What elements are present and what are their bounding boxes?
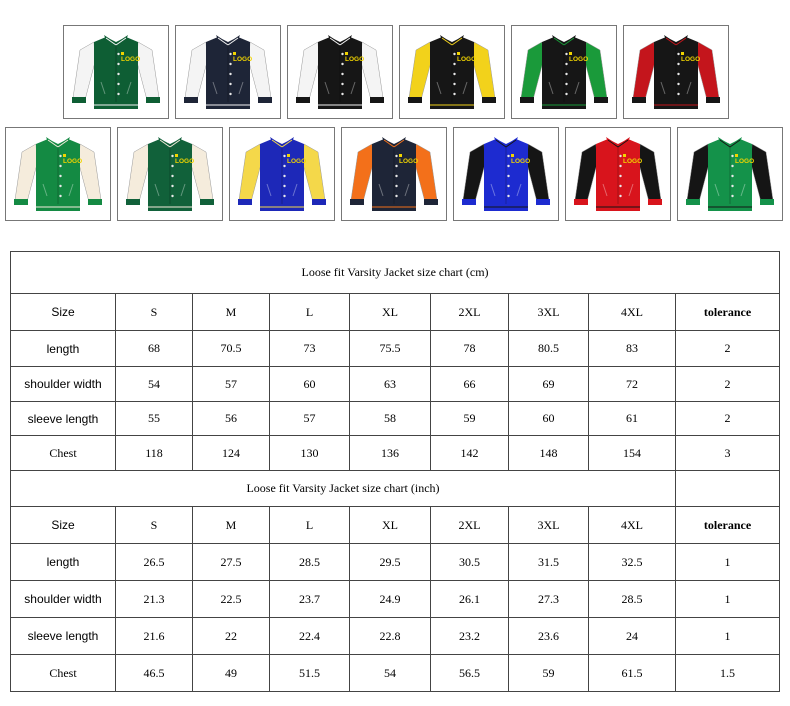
snap-button xyxy=(565,63,567,65)
jacket-right-sleeve xyxy=(303,144,325,202)
measure-label: sleeve length xyxy=(11,618,116,655)
value-cell: 61.5 xyxy=(589,655,676,692)
logo-text: LOGO xyxy=(345,56,365,63)
jacket-right-cuff xyxy=(312,199,326,205)
logo-mark xyxy=(681,52,684,55)
value-cell: 29.5 xyxy=(350,544,431,581)
jacket-thumb[interactable] xyxy=(565,127,671,221)
logo-mark xyxy=(63,154,66,157)
value-cell: 66 xyxy=(431,367,509,402)
measure-label: Chest xyxy=(11,436,116,471)
snap-button xyxy=(731,175,733,177)
jacket-thumb[interactable] xyxy=(511,25,617,119)
snap-button xyxy=(677,73,679,75)
jacket-right-cuff xyxy=(482,97,496,103)
logo-text: LOGO xyxy=(457,56,477,63)
snap-button xyxy=(507,185,509,187)
value-cell: 60 xyxy=(270,367,350,402)
size-header-cell: S xyxy=(116,294,193,331)
snap-button xyxy=(341,53,343,55)
measure-label: shoulder width xyxy=(11,367,116,402)
jacket-right-sleeve xyxy=(697,42,719,100)
value-cell: 83 xyxy=(589,331,676,367)
jacket-left-sleeve xyxy=(463,144,485,202)
value-cell: 22.5 xyxy=(193,581,270,618)
value-cell: 28.5 xyxy=(270,544,350,581)
logo-mark xyxy=(569,52,572,55)
value-cell: 124 xyxy=(193,436,270,471)
logo-mark xyxy=(233,52,236,55)
snap-button xyxy=(395,185,397,187)
snap-button xyxy=(565,53,567,55)
jacket-thumb[interactable] xyxy=(399,25,505,119)
logo-text: LOGO xyxy=(569,56,589,63)
snap-button xyxy=(171,165,173,167)
logo-text: LOGO xyxy=(63,158,83,165)
jacket-right-sleeve xyxy=(751,144,773,202)
value-cell: 28.5 xyxy=(589,581,676,618)
value-cell: 78 xyxy=(431,331,509,367)
snap-button xyxy=(341,73,343,75)
jacket-right-cuff xyxy=(594,97,608,103)
logo-text: LOGO xyxy=(735,158,755,165)
snap-button xyxy=(341,63,343,65)
logo-text: LOGO xyxy=(175,158,195,165)
cm-title-row xyxy=(11,252,780,294)
tolerance-cell: 3 xyxy=(676,436,780,471)
jacket-image xyxy=(678,128,782,220)
jacket-right-cuff xyxy=(760,199,774,205)
measure-label: shoulder width xyxy=(11,581,116,618)
value-cell: 23.6 xyxy=(509,618,589,655)
size-header-cell: M xyxy=(193,294,270,331)
jacket-thumb[interactable] xyxy=(5,127,111,221)
value-cell: 32.5 xyxy=(589,544,676,581)
jacket-image xyxy=(566,128,670,220)
size-header-cell: 4XL xyxy=(589,507,676,544)
jacket-image xyxy=(6,128,110,220)
snap-button xyxy=(171,195,173,197)
jacket-right-cuff xyxy=(200,199,214,205)
jacket-right-sleeve xyxy=(415,144,437,202)
jacket-right-sleeve xyxy=(473,42,495,100)
value-cell: 46.5 xyxy=(116,655,193,692)
value-cell: 57 xyxy=(270,402,350,436)
jacket-right-sleeve xyxy=(79,144,101,202)
jacket-right-cuff xyxy=(706,97,720,103)
value-cell: 23.7 xyxy=(270,581,350,618)
size-header-label: Size xyxy=(11,507,116,544)
jacket-right-sleeve xyxy=(639,144,661,202)
snap-button xyxy=(453,53,455,55)
snap-button xyxy=(229,63,231,65)
snap-button xyxy=(117,53,119,55)
cm-row-sleeve xyxy=(11,402,780,436)
size-header-label: Size xyxy=(11,294,116,331)
value-cell: 136 xyxy=(350,436,431,471)
snap-button xyxy=(507,175,509,177)
value-cell: 54 xyxy=(350,655,431,692)
tolerance-cell: 2 xyxy=(676,402,780,436)
snap-button xyxy=(507,165,509,167)
jacket-thumb[interactable] xyxy=(677,127,783,221)
size-header-cell: 4XL xyxy=(589,294,676,331)
snap-button xyxy=(395,195,397,197)
snap-button xyxy=(565,73,567,75)
size-chart-table xyxy=(10,251,780,692)
jacket-left-cuff xyxy=(184,97,198,103)
value-cell: 59 xyxy=(431,402,509,436)
size-header-cell: 2XL xyxy=(431,294,509,331)
jacket-row-1 xyxy=(0,25,790,125)
value-cell: 22.4 xyxy=(270,618,350,655)
snap-button xyxy=(117,83,119,85)
snap-button xyxy=(117,63,119,65)
snap-button xyxy=(59,175,61,177)
logo-text: LOGO xyxy=(511,158,531,165)
jacket-thumb[interactable] xyxy=(229,127,335,221)
snap-button xyxy=(507,195,509,197)
value-cell: 61 xyxy=(589,402,676,436)
jacket-image xyxy=(288,26,392,118)
jacket-left-cuff xyxy=(632,97,646,103)
tolerance-cell: 1.5 xyxy=(676,655,780,692)
jacket-image xyxy=(454,128,558,220)
inch-chart-title: Loose fit Varsity Jacket size chart (inch) xyxy=(11,471,676,507)
snap-button xyxy=(507,155,509,157)
snap-button xyxy=(283,185,285,187)
jacket-image xyxy=(400,26,504,118)
snap-button xyxy=(283,155,285,157)
snap-button xyxy=(171,155,173,157)
jacket-left-sleeve xyxy=(297,42,319,100)
snap-button xyxy=(283,175,285,177)
logo-mark xyxy=(735,154,738,157)
value-cell: 56 xyxy=(193,402,270,436)
snap-button xyxy=(59,165,61,167)
value-cell: 24 xyxy=(589,618,676,655)
logo-mark xyxy=(121,52,124,55)
value-cell: 59 xyxy=(509,655,589,692)
size-header-cell: L xyxy=(270,507,350,544)
inch-row-chest xyxy=(11,655,780,692)
snap-button xyxy=(341,83,343,85)
jacket-thumb[interactable] xyxy=(175,25,281,119)
jacket-image xyxy=(512,26,616,118)
logo-text: LOGO xyxy=(233,56,253,63)
measure-label: length xyxy=(11,331,116,367)
value-cell: 57 xyxy=(193,367,270,402)
value-cell: 51.5 xyxy=(270,655,350,692)
value-cell: 58 xyxy=(350,402,431,436)
jacket-left-sleeve xyxy=(351,144,373,202)
snap-button xyxy=(677,93,679,95)
value-cell: 118 xyxy=(116,436,193,471)
jacket-thumb[interactable] xyxy=(287,25,393,119)
value-cell: 130 xyxy=(270,436,350,471)
jacket-left-sleeve xyxy=(127,144,149,202)
cm-chart-title: Loose fit Varsity Jacket size chart (cm) xyxy=(11,252,780,294)
snap-button xyxy=(229,83,231,85)
size-header-cell: 3XL xyxy=(509,507,589,544)
snap-button xyxy=(731,155,733,157)
snap-button xyxy=(619,165,621,167)
tolerance-header: tolerance xyxy=(676,507,780,544)
logo-text: LOGO xyxy=(121,56,141,63)
snap-button xyxy=(229,53,231,55)
tolerance-cell: 1 xyxy=(676,618,780,655)
snap-button xyxy=(565,83,567,85)
snap-button xyxy=(171,175,173,177)
snap-button xyxy=(341,93,343,95)
snap-button xyxy=(565,93,567,95)
value-cell: 22.8 xyxy=(350,618,431,655)
jacket-right-sleeve xyxy=(585,42,607,100)
jacket-right-sleeve xyxy=(191,144,213,202)
jacket-right-sleeve xyxy=(137,42,159,100)
jacket-left-cuff xyxy=(520,97,534,103)
snap-button xyxy=(59,195,61,197)
snap-button xyxy=(731,195,733,197)
snap-button xyxy=(677,63,679,65)
jacket-right-sleeve xyxy=(361,42,383,100)
jacket-left-cuff xyxy=(238,199,252,205)
jacket-left-cuff xyxy=(72,97,86,103)
snap-button xyxy=(453,63,455,65)
jacket-thumb[interactable] xyxy=(117,127,223,221)
jacket-right-cuff xyxy=(536,199,550,205)
jacket-right-sleeve xyxy=(527,144,549,202)
jacket-row-2 xyxy=(0,127,790,227)
value-cell: 31.5 xyxy=(509,544,589,581)
snap-button xyxy=(453,83,455,85)
size-header-cell: XL xyxy=(350,294,431,331)
value-cell: 69 xyxy=(509,367,589,402)
value-cell: 24.9 xyxy=(350,581,431,618)
measure-label: Chest xyxy=(11,655,116,692)
value-cell: 142 xyxy=(431,436,509,471)
jacket-thumb[interactable] xyxy=(63,25,169,119)
logo-mark xyxy=(345,52,348,55)
jacket-left-cuff xyxy=(126,199,140,205)
size-header-cell: 2XL xyxy=(431,507,509,544)
snap-button xyxy=(453,93,455,95)
jacket-image xyxy=(624,26,728,118)
jacket-right-sleeve xyxy=(249,42,271,100)
tolerance-cell: 1 xyxy=(676,581,780,618)
jacket-right-cuff xyxy=(146,97,160,103)
snap-button xyxy=(395,155,397,157)
jacket-image xyxy=(230,128,334,220)
value-cell: 73 xyxy=(270,331,350,367)
logo-text: LOGO xyxy=(287,158,307,165)
jacket-left-sleeve xyxy=(15,144,37,202)
value-cell: 75.5 xyxy=(350,331,431,367)
jacket-thumb[interactable] xyxy=(623,25,729,119)
snap-button xyxy=(619,185,621,187)
jacket-left-sleeve xyxy=(575,144,597,202)
jacket-left-sleeve xyxy=(73,42,95,100)
jacket-right-cuff xyxy=(424,199,438,205)
tolerance-header: tolerance xyxy=(676,294,780,331)
jacket-right-cuff xyxy=(370,97,384,103)
snap-button xyxy=(395,165,397,167)
size-header-cell: M xyxy=(193,507,270,544)
jacket-left-sleeve xyxy=(633,42,655,100)
jacket-left-cuff xyxy=(350,199,364,205)
jacket-left-cuff xyxy=(408,97,422,103)
jacket-left-cuff xyxy=(686,199,700,205)
snap-button xyxy=(59,155,61,157)
snap-button xyxy=(619,175,621,177)
measure-label: length xyxy=(11,544,116,581)
jacket-left-sleeve xyxy=(687,144,709,202)
jacket-left-sleeve xyxy=(521,42,543,100)
jacket-left-sleeve xyxy=(185,42,207,100)
snap-button xyxy=(171,185,173,187)
snap-button xyxy=(229,93,231,95)
value-cell: 63 xyxy=(350,367,431,402)
value-cell: 23.2 xyxy=(431,618,509,655)
snap-button xyxy=(731,185,733,187)
logo-mark xyxy=(511,154,514,157)
jacket-left-cuff xyxy=(574,199,588,205)
snap-button xyxy=(453,73,455,75)
snap-button xyxy=(619,155,621,157)
snap-button xyxy=(283,165,285,167)
value-cell: 148 xyxy=(509,436,589,471)
snap-button xyxy=(677,53,679,55)
jacket-image xyxy=(342,128,446,220)
logo-mark xyxy=(175,154,178,157)
cm-row-chest xyxy=(11,436,780,471)
jacket-thumb[interactable] xyxy=(453,127,559,221)
value-cell: 21.6 xyxy=(116,618,193,655)
inch-row-shoulder xyxy=(11,581,780,618)
logo-mark xyxy=(623,154,626,157)
value-cell: 27.5 xyxy=(193,544,270,581)
value-cell: 26.1 xyxy=(431,581,509,618)
jacket-image xyxy=(176,26,280,118)
logo-text: LOGO xyxy=(681,56,701,63)
snap-button xyxy=(59,185,61,187)
tolerance-cell: 1 xyxy=(676,544,780,581)
value-cell: 70.5 xyxy=(193,331,270,367)
value-cell: 80.5 xyxy=(509,331,589,367)
snap-button xyxy=(117,73,119,75)
snap-button xyxy=(731,165,733,167)
snap-button xyxy=(395,175,397,177)
jacket-left-cuff xyxy=(14,199,28,205)
value-cell: 27.3 xyxy=(509,581,589,618)
snap-button xyxy=(619,195,621,197)
value-cell: 56.5 xyxy=(431,655,509,692)
cm-row-shoulder xyxy=(11,367,780,402)
snap-button xyxy=(229,73,231,75)
logo-mark xyxy=(457,52,460,55)
jacket-image xyxy=(118,128,222,220)
logo-mark xyxy=(287,154,290,157)
inch-row-sleeve xyxy=(11,618,780,655)
logo-text: LOGO xyxy=(399,158,419,165)
snap-button xyxy=(283,195,285,197)
value-cell: 54 xyxy=(116,367,193,402)
inch-header-row xyxy=(11,507,780,544)
snap-button xyxy=(117,93,119,95)
jacket-thumb[interactable] xyxy=(341,127,447,221)
value-cell: 72 xyxy=(589,367,676,402)
jacket-left-sleeve xyxy=(239,144,261,202)
logo-mark xyxy=(399,154,402,157)
jacket-left-sleeve xyxy=(409,42,431,100)
logo-text: LOGO xyxy=(623,158,643,165)
jacket-image xyxy=(64,26,168,118)
jacket-left-cuff xyxy=(462,199,476,205)
tolerance-cell: 2 xyxy=(676,331,780,367)
value-cell: 49 xyxy=(193,655,270,692)
inch-title-row xyxy=(11,471,780,507)
cm-header-row xyxy=(11,294,780,331)
size-header-cell: S xyxy=(116,507,193,544)
value-cell: 60 xyxy=(509,402,589,436)
value-cell: 22 xyxy=(193,618,270,655)
jacket-right-cuff xyxy=(258,97,272,103)
size-header-cell: L xyxy=(270,294,350,331)
cm-row-length xyxy=(11,331,780,367)
measure-label: sleeve length xyxy=(11,402,116,436)
size-header-cell: XL xyxy=(350,507,431,544)
size-header-cell: 3XL xyxy=(509,294,589,331)
tolerance-cell: 2 xyxy=(676,367,780,402)
value-cell: 26.5 xyxy=(116,544,193,581)
jacket-right-cuff xyxy=(648,199,662,205)
value-cell: 68 xyxy=(116,331,193,367)
value-cell: 154 xyxy=(589,436,676,471)
value-cell: 55 xyxy=(116,402,193,436)
blank-cell xyxy=(676,471,780,507)
jacket-left-cuff xyxy=(296,97,310,103)
snap-button xyxy=(677,83,679,85)
value-cell: 21.3 xyxy=(116,581,193,618)
jacket-right-cuff xyxy=(88,199,102,205)
inch-row-length xyxy=(11,544,780,581)
value-cell: 30.5 xyxy=(431,544,509,581)
